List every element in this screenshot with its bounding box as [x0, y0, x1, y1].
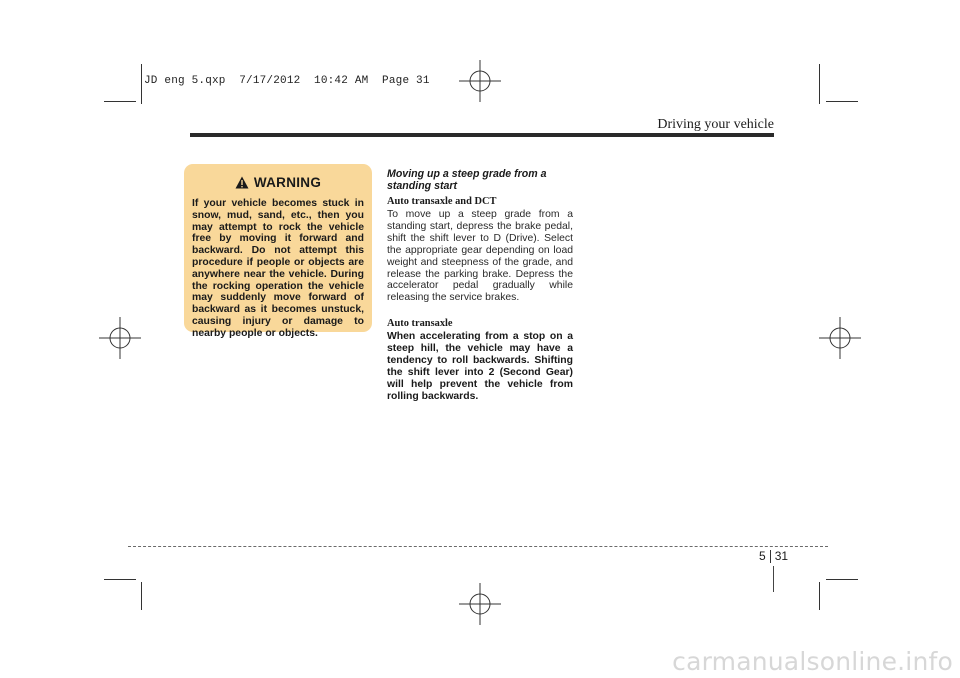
- warning-heading-label: WARNING: [253, 175, 322, 190]
- crop-mark-top-left-h: [104, 101, 136, 102]
- footer-vertical-line: [773, 566, 774, 592]
- section-title: Moving up a steep grade from a standing start: [387, 168, 547, 192]
- page-header-title: Driving your vehicle: [657, 117, 774, 132]
- registration-mark-right-icon: [819, 317, 861, 359]
- subsection-title-auto-dct: Auto transaxle and DCT: [387, 196, 497, 207]
- header-rule: [190, 133, 774, 137]
- crop-mark-bottom-right-h: [826, 579, 858, 580]
- crop-mark-bottom-right-v: [819, 582, 820, 610]
- footer-dashed-rule: [128, 546, 828, 547]
- warning-box: [184, 164, 372, 339]
- crop-mark-top-right-h: [826, 101, 858, 102]
- page-number-value: 31: [774, 549, 789, 563]
- registration-mark-left-icon: [99, 317, 141, 359]
- warning-heading: [192, 175, 364, 190]
- page-number-separator: [770, 550, 771, 563]
- crop-mark-bottom-left-v: [141, 582, 142, 610]
- section-content: [387, 168, 573, 412]
- registration-mark-bottom-icon: [459, 583, 501, 625]
- print-slug: JD eng 5.qxp 7/17/2012 10:42 AM Page 31: [144, 75, 430, 87]
- crop-mark-top-left-v: [141, 64, 142, 104]
- registration-mark-top-icon: [459, 60, 501, 102]
- crop-mark-bottom-left-h: [104, 579, 136, 580]
- watermark: carmanualsonline.info: [672, 647, 953, 676]
- chapter-number: 5: [759, 549, 766, 563]
- subsection-title-auto: Auto transaxle: [387, 318, 453, 330]
- page-number: [759, 549, 788, 563]
- crop-mark-top-right-v: [819, 64, 820, 104]
- warning-text: If your vehicle becomes stuck in snow, mud, sand, etc., then you may attempt to rock the vehicle free by moving it forward and backward. Do not attempt this procedure if people or objects are anywhere near the vehicle. During the rocking operation the vehicle may suddenly move forward of backward as it becomes unstuck, causing injury or damage to nearby people or objects.: [192, 198, 364, 339]
- paragraph-auto: When accelerating from a stop on a steep hill, the vehicle may have a tendency to roll backwards. Shifting the shift lever into 2 (Second Gear) will help prevent the vehicle from rolling backwards.: [387, 331, 573, 402]
- warning-triangle-icon: [235, 176, 249, 189]
- paragraph-auto-dct: To move up a steep grade from a standing start, depress the brake pedal, shift the shift lever to D (Drive). Select the appropriate gear depending on load weight and steepness of the grade, and release the parking brake. Depress the accelerator pedal gradually while releasing the service brakes.: [387, 209, 573, 304]
